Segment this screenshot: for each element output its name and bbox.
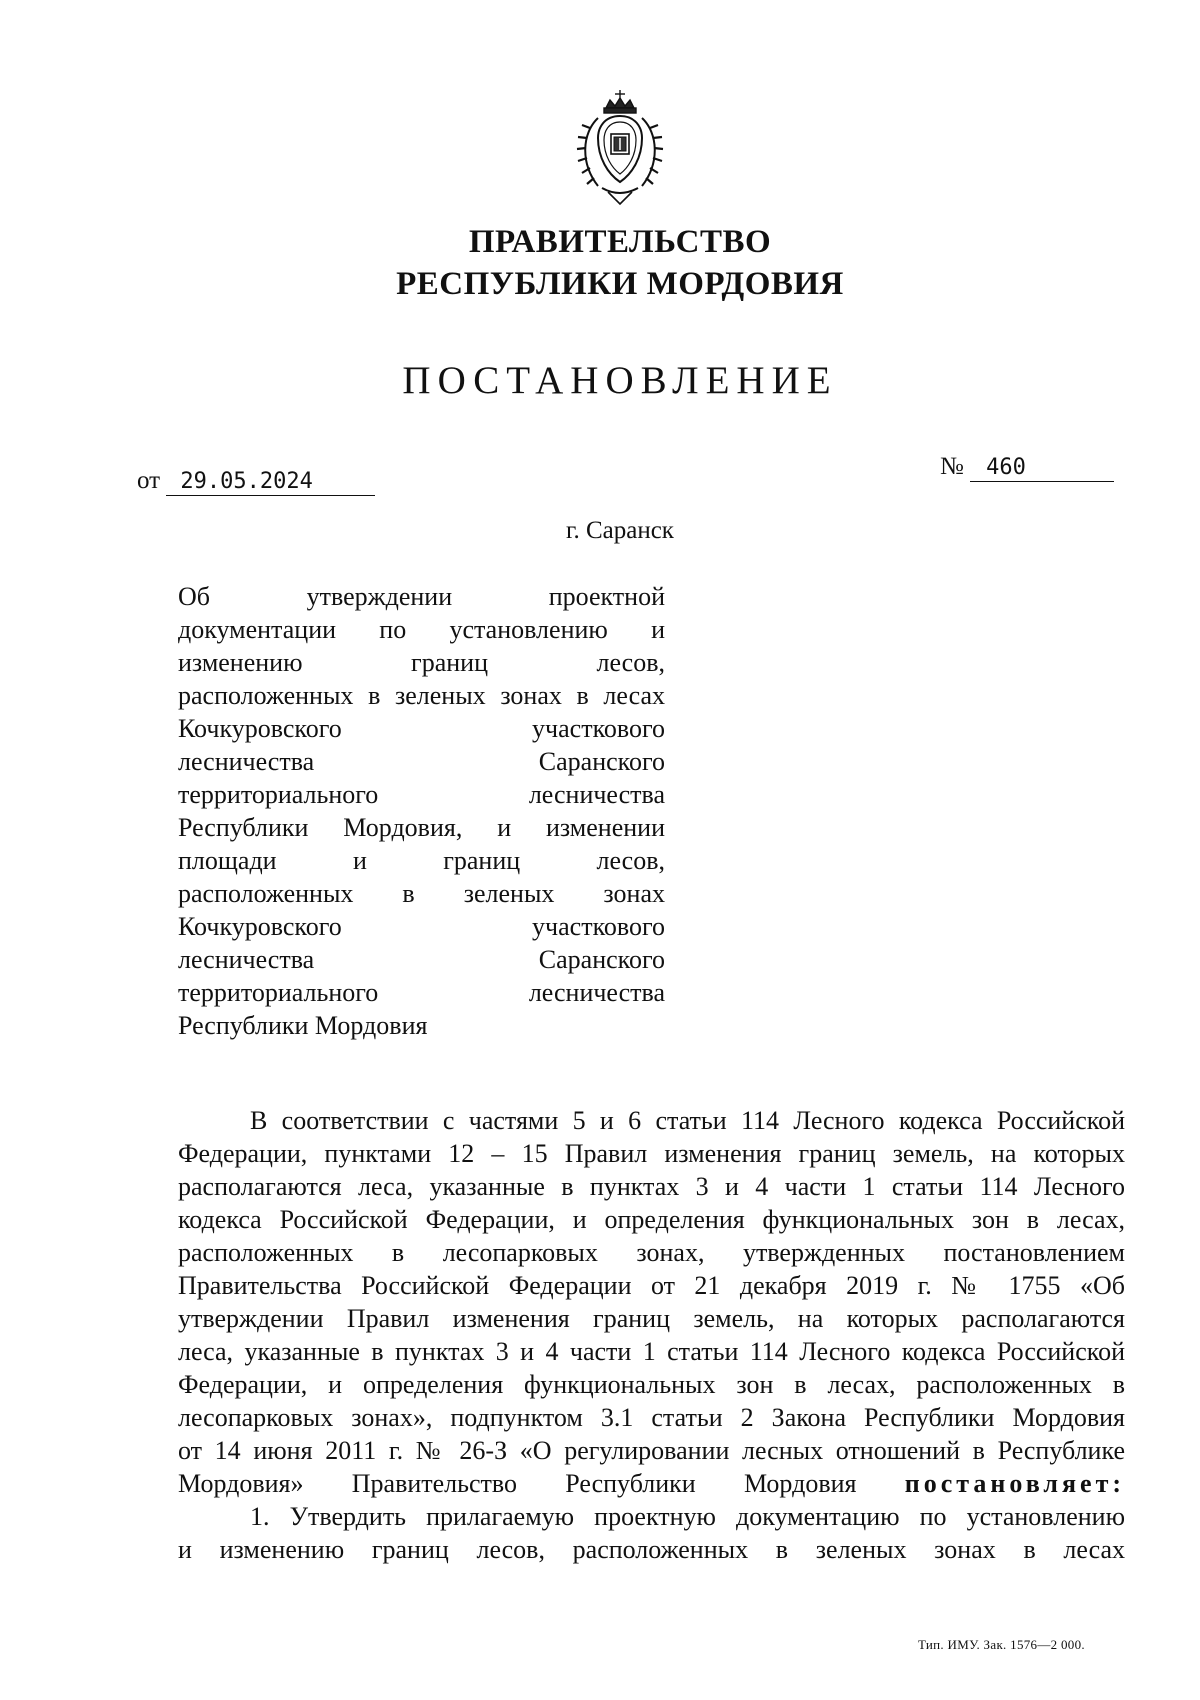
subject-line: документации по установлению и bbox=[178, 615, 665, 644]
body-line: Мордовия» Правительство Республики Мордовия bbox=[178, 1469, 857, 1498]
government-title-line2: РЕСПУБЛИКИ МОРДОВИЯ bbox=[396, 266, 844, 302]
subject-line: территориального лесничества bbox=[178, 780, 665, 809]
date-value: 29.05.2024 bbox=[166, 469, 375, 496]
body-line: Правительства Российской Федерации от 21 декабря 2019 г. № 1755 «Об bbox=[178, 1271, 1125, 1300]
document-type-title: ПОСТАНОВЛЕНИЕ bbox=[402, 359, 838, 402]
subject-line: расположенных в зеленых зонах bbox=[178, 879, 665, 908]
body-line: располагаются леса, указанные в пунктах 3 и 4 части 1 статьи 114 Лесного bbox=[178, 1172, 1125, 1201]
item-line: 1. Утвердить прилагаемую проектную документацию по установлению bbox=[250, 1502, 1125, 1531]
subject-line: лесничества Саранского bbox=[178, 747, 665, 776]
number-prefix: № bbox=[940, 453, 964, 480]
subject-line: лесничества Саранского bbox=[178, 945, 665, 974]
subject-line: Кочкуровского участкового bbox=[178, 714, 665, 743]
subject-line: Кочкуровского участкового bbox=[178, 912, 665, 941]
subject-line: площади и границ лесов, bbox=[178, 846, 665, 875]
body-line: от 14 июня 2011 г. № 26-З «О регулировании лесных отношений в Республике bbox=[178, 1436, 1125, 1465]
subject-line: изменению границ лесов, bbox=[178, 648, 665, 677]
subject-heading bbox=[178, 580, 665, 1042]
subject-line: территориального лесничества bbox=[178, 978, 665, 1007]
subject-line: Об утверждении проектной bbox=[178, 582, 665, 611]
body-line: утверждении Правил изменения границ земель, на которых располагаются bbox=[178, 1304, 1125, 1333]
decree-word: постановляет: bbox=[904, 1469, 1126, 1498]
subject-line: Республики Мордовия, и изменении bbox=[178, 813, 665, 842]
body-paragraph bbox=[178, 1104, 1125, 1566]
subject-line: расположенных в зеленых зонах в лесах bbox=[178, 681, 665, 710]
date-field bbox=[137, 466, 375, 496]
print-footer: Тип. ИМУ. Зак. 1576—2 000. bbox=[918, 1637, 1085, 1652]
body-line: Федерации, пунктами 12 – 15 Правил изменения границ земель, на которых bbox=[178, 1139, 1125, 1168]
number-value: 460 bbox=[970, 455, 1114, 482]
body-line: лесопарковых зонах», подпунктом 3.1 статьи 2 Закона Республики Мордовия bbox=[178, 1403, 1125, 1432]
item-line: и изменению границ лесов, расположенных в зеленых зонах в лесах bbox=[178, 1535, 1125, 1564]
city-label: г. Саранск bbox=[566, 517, 674, 544]
body-line: леса, указанные в пунктах 3 и 4 части 1 статьи 114 Лесного кодекса Российской bbox=[178, 1337, 1125, 1366]
subject-line: Республики Мордовия bbox=[178, 1011, 428, 1040]
number-field bbox=[940, 452, 1114, 482]
body-line: расположенных в лесопарковых зонах, утвержденных постановлением bbox=[178, 1238, 1125, 1267]
body-line: В соответствии с частями 5 и 6 статьи 114 Лесного кодекса Российской bbox=[250, 1106, 1125, 1135]
body-line: Федерации, и определения функциональных зон в лесах, расположенных в bbox=[178, 1370, 1125, 1399]
date-prefix: от bbox=[137, 467, 161, 494]
government-title-line1: ПРАВИТЕЛЬСТВО bbox=[468, 224, 772, 260]
body-line: кодекса Российской Федерации, и определения функциональных зон в лесах, bbox=[178, 1205, 1125, 1234]
body-line-with-decree bbox=[178, 1467, 1125, 1500]
coat-of-arms-emblem bbox=[568, 88, 672, 208]
